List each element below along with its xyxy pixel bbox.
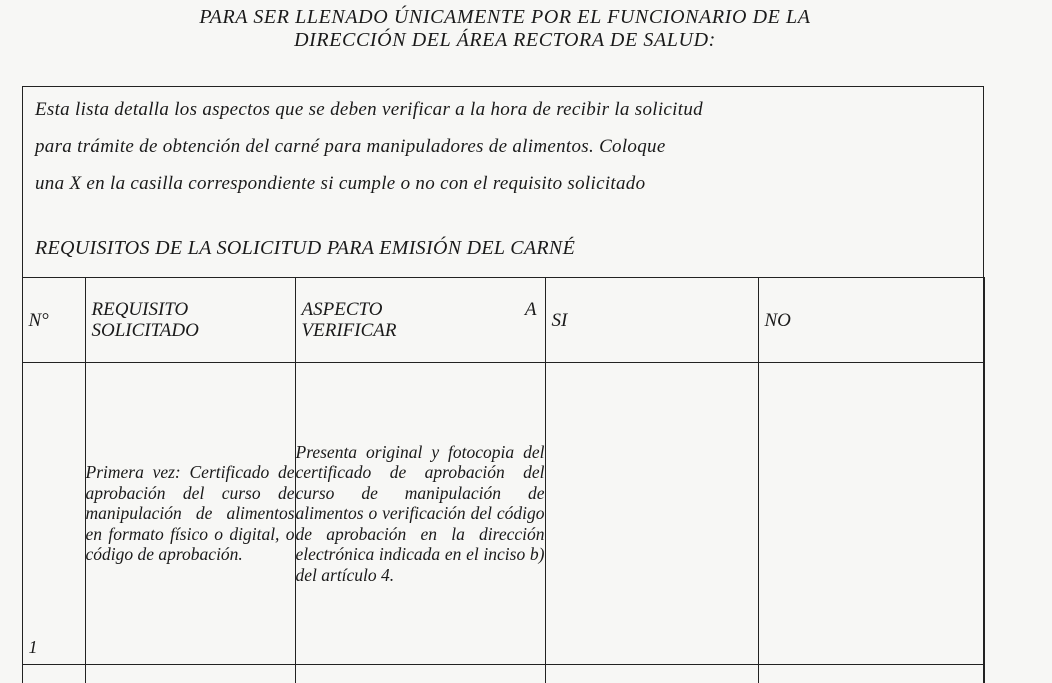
row-yes-checkbox[interactable] xyxy=(545,363,758,665)
intro-line-2: para trámite de obtención del carné para manipuladores de alimentos. Coloque xyxy=(35,136,666,157)
next-row-cell xyxy=(85,665,295,683)
header-requirement: REQUISITO SOLICITADO xyxy=(85,278,295,363)
requirements-table xyxy=(22,277,985,683)
header-aspect-word-1: ASPECTO xyxy=(301,299,383,320)
header-aspect xyxy=(295,278,545,363)
row-aspect: Presenta original y fotocopia del certificado de aprobación del curso de manipulación de alimentos o verificación del código de aprobación en la dirección electrónica indicada en el inciso b) del artículo 4. xyxy=(295,363,545,665)
next-row-cell xyxy=(758,665,984,683)
heading-line-2: DIRECCIÓN DEL ÁREA RECTORA DE SALUD: xyxy=(294,29,716,51)
header-aspect-word-2: A xyxy=(524,299,537,320)
table-row xyxy=(22,363,984,665)
header-no: NO xyxy=(758,278,984,363)
row-no-checkbox[interactable] xyxy=(758,363,984,665)
header-number: N° xyxy=(22,278,85,363)
intro-text xyxy=(35,91,975,202)
checklist-box xyxy=(22,86,984,683)
next-row-cell xyxy=(295,665,545,683)
row-number: 1 xyxy=(22,363,85,665)
heading-line-1: PARA SER LLENADO ÚNICAMENTE POR EL FUNCIONARIO DE LA xyxy=(199,6,811,28)
header-yes: SI xyxy=(545,278,758,363)
next-row-cell xyxy=(545,665,758,683)
requirements-title: REQUISITOS DE LA SOLICITUD PARA EMISIÓN DEL CARNÉ xyxy=(35,237,576,259)
next-row-cell xyxy=(22,665,85,683)
table-row xyxy=(22,665,984,683)
header-aspect-line-2: VERIFICAR xyxy=(301,320,397,341)
form-heading xyxy=(0,6,1010,52)
table-header-row xyxy=(22,278,984,363)
row-requirement: Primera vez: Certificado de aprobación del curso de manipulación de alimentos en formato físico o digital, o código de aprobación. xyxy=(85,363,295,665)
intro-line-1: Esta lista detalla los aspectos que se deben verificar a la hora de recibir la solicitud xyxy=(35,99,703,120)
intro-line-3: una X en la casilla correspondiente si cumple o no con el requisito solicitado xyxy=(35,173,646,194)
